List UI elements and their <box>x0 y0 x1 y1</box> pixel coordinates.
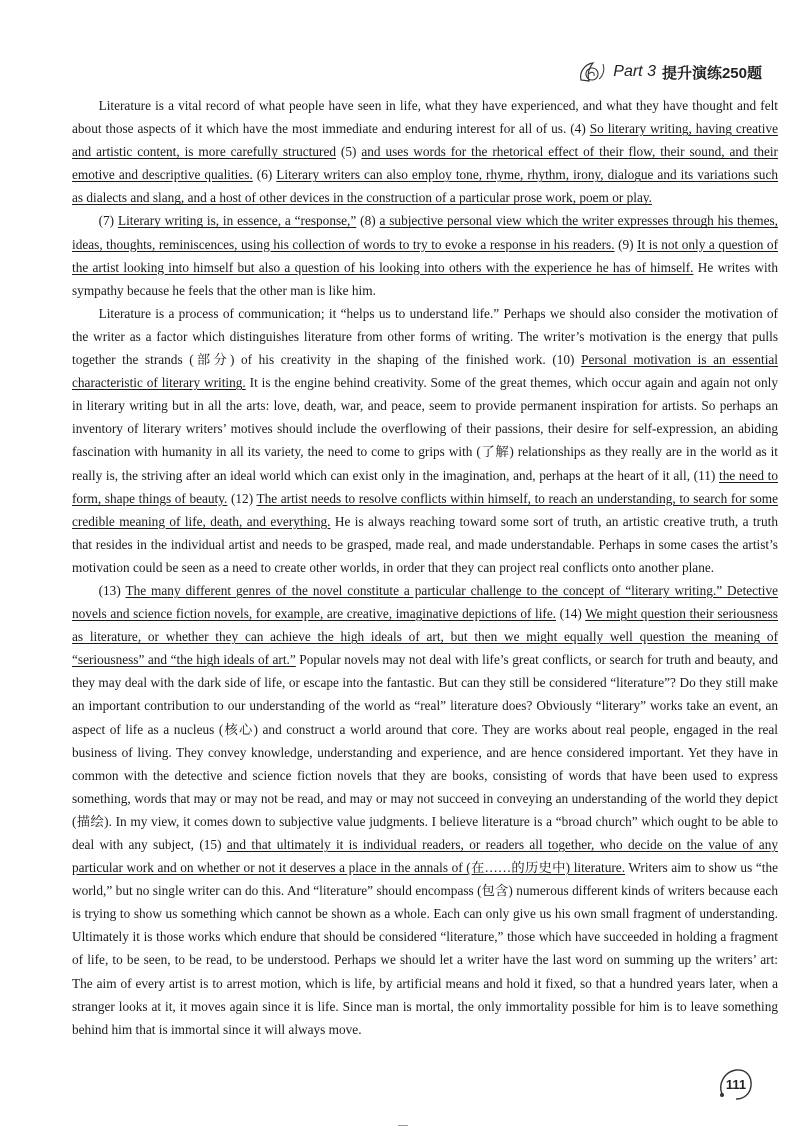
footer-mark <box>398 1125 408 1126</box>
article-body <box>72 94 778 1041</box>
page-header <box>577 60 762 84</box>
text-run: It is the engine behind creativity. Some of the great themes, which occur again and again not only in literary writing but in all the arts: love, death, war, and peace, seem to provide permanent inspiration for artists. So perhaps an inventory of literary writers’ motives should include the overflowing of their passions, their desire for self-expression, an abiding fascination with humanity in all its variety, the need to come to grips with (了解) relationships as they really are in the world as it really is, the striving after an ideal world which can exist only in the imagination, and, perhaps at the heart of it all, (11) <box>72 375 778 483</box>
underlined-sentence: the need to form, shape things of beauty. <box>72 467 778 506</box>
underlined-sentence: a subjective personal view which the writer expresses through his themes, ideas, thoughts, reminiscences, using his collection of words to try to evoke a response in his readers. <box>72 213 778 252</box>
paragraph <box>72 579 778 1041</box>
text-run: (7) <box>98 213 118 229</box>
text-run: He is always reaching toward some sort of truth, an artistic creative truth, a truth that resides in the individual artist and needs to be grasped, made real, and made understandable. Perhaps in some cases the artist’s motivation could be seen as a need to create other worlds, in order that they can project real conflicts onto another plane. <box>72 513 778 575</box>
underlined-sentence: The artist needs to resolve conflicts within himself, to reach an understanding, to search for some credible meaning of life, death, and everything. <box>72 490 778 529</box>
underlined-sentence: So literary writing, having creative and artistic content, is more carefully structured <box>72 121 778 160</box>
text-run: (8) <box>356 213 380 229</box>
leaf-swirl-icon <box>577 60 607 84</box>
paragraph <box>72 94 778 209</box>
text-run: (5) <box>336 144 362 160</box>
text-run: Literature is a process of communication; it “helps us to understand life.” Perhaps we should also consider the motivation of the writer as a factor which distinguishes literature from other forms of writing. The writer’s motivation is the energy that pulls together the strands (部分) of his creativity in the shaping of the finished work. (10) <box>72 305 778 368</box>
underlined-sentence: Literary writing is, in essence, a “response,” <box>117 213 357 229</box>
text-run: He writes with sympathy because he feels that the other man is like him. <box>72 259 778 298</box>
paragraph <box>72 209 778 301</box>
text-run: (14) <box>556 606 586 622</box>
underlined-sentence: We might question their seriousness as literature, or whether they can achieve the high ideals of art, but then we might equally well question the meaning of “seriousness” and “the high ideals of art.” <box>72 606 778 668</box>
page-number: 111 <box>725 1076 747 1092</box>
text-run: (9) <box>614 236 638 252</box>
text-run: (12) <box>227 490 257 506</box>
underlined-sentence: The many different genres of the novel constitute a particular challenge to the concept of “literary writing.” Detective novels and science fiction novels, for example, are creative, imaginative depictions of life. <box>72 582 778 622</box>
underlined-sentence: and uses words for the rhetorical effect of their flow, their sound, and their emotive and descriptive qualities. <box>72 144 778 183</box>
section-title: 提升演练250题 <box>661 64 762 82</box>
paragraph <box>72 302 778 579</box>
text-run: (13) <box>98 582 126 598</box>
page-number-badge <box>716 1064 756 1104</box>
text-run: Writers aim to show us “the world,” but no single writer can do this. And “literature” should encompass (包含) numerous different kinds of writers because each is trying to show us something which cannot be shown as a whole. Each can only give us his own small fragment of understanding. Ultimately it is those works which endure that should be considered “literature,” those which have succeeded in holding a fragment of life, to be seen, to be read, to be understood. Perhaps we should let a writer have the last word on summing up the writers’ art: The aim of every artist is to arrest motion, which is life, by artificial means and hold it fixed, so that a hundred years later, when a stranger looks at it, it moves again since it is life. Since man is mortal, the only immortality possible for him is to leave something behind him that is immortal since it will always move. <box>72 860 778 1037</box>
text-run: Popular novels may not deal with life’s great conflicts, or search for truth and beauty, and they may deal with the dark side of life, or escape into the fantastic. But can they still be considered “literature”? Do they still make an important contribution to our understanding of the world as “real” literature does? Obviously “literary” works take an event, an aspect of life as a nucleus (核心) and construct a world around that core. They are works about real people, engaged in the real business of living. They convey knowledge, understanding and experience, and are hence considered important. Yet they have in common with the detective and science fiction novels that they are books, consisting of words that have been used to express something, words that may or may not be read, and may or may not succeed in conveying an understanding of the world they depict (描绘). In my view, it comes down to subjective value judgments. I believe literature is a “broad church” which ought to be able to deal with any subject, (15) <box>72 652 778 852</box>
underlined-sentence: It is not only a question of the artist looking into himself but also a question of his looking into others with the experience he has of himself. <box>72 236 779 275</box>
part-label: Part 3 <box>613 63 656 80</box>
underlined-sentence: Personal motivation is an essential characteristic of literary writing. <box>72 352 778 391</box>
underlined-sentence: and that ultimately it is individual readers, or readers all together, who decide on the value of any particular work and on whether or not it deserves a place in the annals of (在……的历史中) literature. <box>72 837 778 876</box>
underlined-sentence: Literary writers can also employ tone, rhyme, rhythm, irony, dialogue and its variations such as dialects and slang, and a host of other devices in the construction of a particular prose work, poem or play. <box>72 167 779 206</box>
text-run: (6) <box>252 167 277 183</box>
text-run: Literature is a vital record of what people have seen in life, what they have experienced, and what they have thought and felt about those aspects of it which have the most immediate and enduring interest for all of us. (4) <box>72 98 778 137</box>
